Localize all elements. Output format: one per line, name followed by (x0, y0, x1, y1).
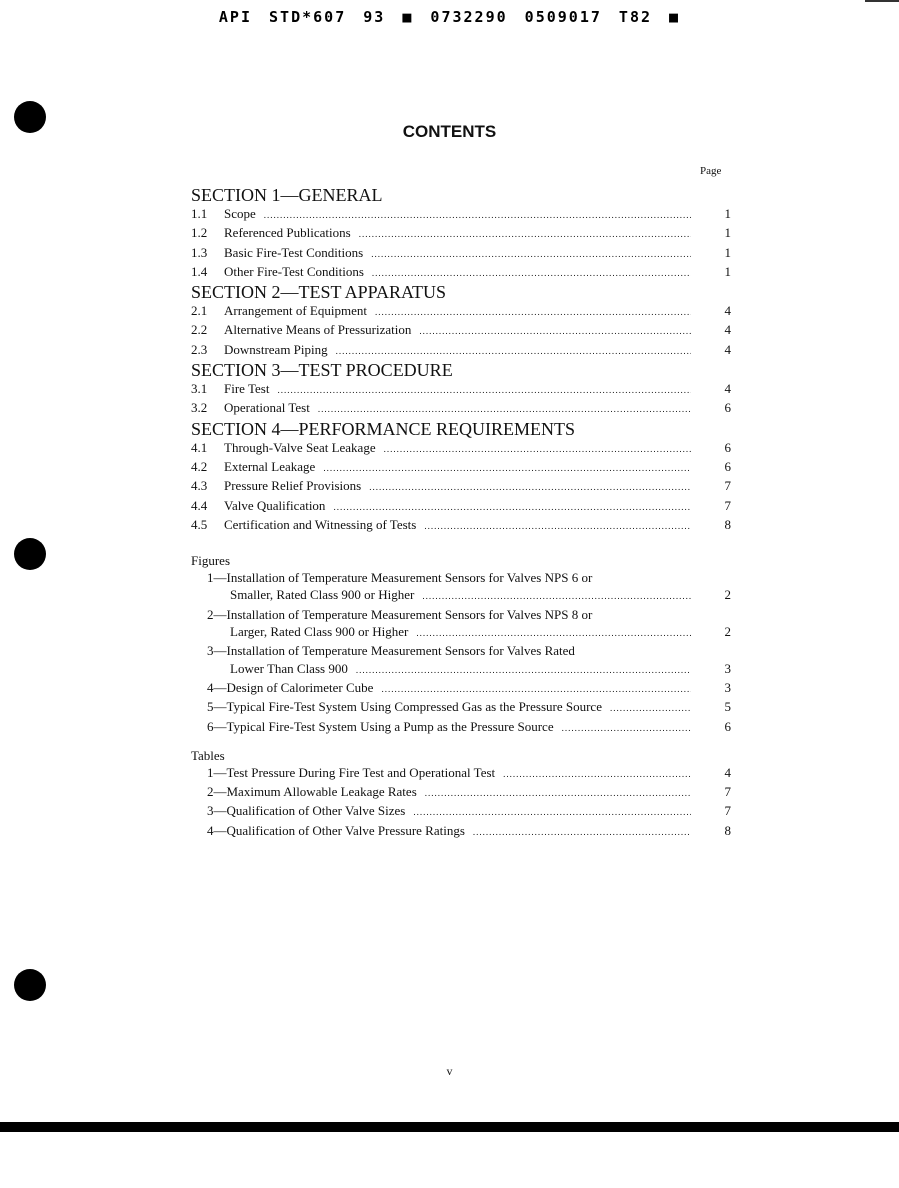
entry-number: 4.2 (191, 458, 208, 474)
figure-label-row (207, 623, 731, 642)
page-number: v (446, 1064, 453, 1078)
toc-entry[interactable] (191, 516, 731, 535)
table-of-contents (191, 185, 731, 841)
table-page: 7 (724, 784, 731, 800)
toc-entry[interactable] (191, 205, 731, 224)
entry-label: External Leakage (224, 458, 316, 474)
tables-list (191, 747, 731, 841)
entry-label: Fire Test (224, 381, 270, 397)
dot-leader (375, 304, 691, 321)
table-page: 4 (724, 764, 731, 780)
dot-leader (372, 265, 691, 282)
figure-entry[interactable] (207, 569, 731, 606)
table-label: 4—Qualification of Other Valve Pressure Ratings (207, 822, 465, 838)
toc-section (191, 282, 731, 360)
table-entry[interactable] (207, 783, 731, 802)
section-title: SECTION 4—PERFORMANCE REQUIREMENTS (191, 418, 576, 439)
dot-leader (371, 246, 691, 263)
figure-label-line1: 1—Installation of Temperature Measurement Sensors for Valves NPS 6 or (207, 570, 593, 586)
figure-page: 3 (724, 679, 731, 695)
corner-scan-line (865, 0, 899, 2)
figure-entry[interactable] (207, 642, 731, 679)
entry-number: 1.2 (191, 225, 208, 241)
dot-leader (422, 588, 691, 605)
entry-page: 6 (724, 400, 731, 416)
dot-leader (356, 662, 691, 679)
dot-leader (503, 766, 691, 783)
dot-leader (318, 401, 691, 418)
figure-label-row (207, 698, 731, 717)
toc-entry[interactable] (191, 224, 731, 243)
figure-label-row (207, 679, 731, 698)
entry-number: 4.1 (191, 439, 208, 455)
dot-leader (264, 207, 691, 224)
section-title: SECTION 2—TEST APPARATUS (191, 282, 447, 303)
table-label: 3—Qualification of Other Valve Sizes (207, 803, 406, 819)
figure-label: 5—Typical Fire-Test System Using Compressed Gas as the Pressure Source (207, 699, 602, 715)
entry-page: 1 (724, 225, 731, 241)
table-page: 8 (724, 822, 731, 838)
toc-section (191, 185, 731, 282)
page-column-label: Page (700, 165, 722, 177)
figure-page: 3 (724, 660, 731, 676)
figure-label: 6—Typical Fire-Test System Using a Pump as the Pressure Source (207, 718, 554, 734)
page-title: CONTENTS (402, 122, 497, 141)
toc-section (191, 360, 731, 419)
entry-label: Valve Qualification (224, 497, 326, 513)
figure-label-line2: Larger, Rated Class 900 or Higher (230, 624, 409, 640)
entry-page: 6 (724, 439, 731, 455)
toc-entry[interactable] (191, 399, 731, 418)
dot-leader (333, 499, 691, 516)
entry-number: 3.1 (191, 381, 208, 397)
binder-hole-icon (14, 538, 46, 570)
entry-number: 2.2 (191, 322, 208, 338)
figure-label-line1: 2—Installation of Temperature Measurement Sensors for Valves NPS 8 or (207, 606, 593, 622)
entry-number: 2.1 (191, 303, 208, 319)
dot-leader (359, 226, 691, 243)
toc-entry[interactable] (191, 458, 731, 477)
figure-entry[interactable] (207, 718, 731, 737)
figures-list (191, 552, 731, 737)
entry-label: Certification and Witnessing of Tests (224, 516, 417, 532)
entry-number: 4.5 (191, 516, 208, 532)
entry-page: 1 (724, 263, 731, 279)
figure-label-line2: Smaller, Rated Class 900 or Higher (230, 587, 415, 603)
section-title: SECTION 1—GENERAL (191, 185, 383, 205)
table-label: 1—Test Pressure During Fire Test and Operational Test (207, 764, 496, 780)
entry-label: Referenced Publications (224, 225, 351, 241)
entry-number: 4.4 (191, 497, 208, 513)
dot-leader (473, 824, 691, 841)
table-entry[interactable] (207, 764, 731, 783)
entry-label: Scope (224, 206, 256, 221)
entry-number: 1.4 (191, 263, 208, 279)
entry-label: Arrangement of Equipment (224, 303, 367, 319)
figure-label-row (207, 586, 731, 605)
figure-page: 6 (724, 718, 731, 734)
table-label-row (207, 822, 731, 841)
toc-entry[interactable] (191, 321, 731, 340)
figure-label-line2: Lower Than Class 900 (230, 660, 348, 676)
figure-page: 2 (724, 587, 731, 603)
toc-entry[interactable] (191, 263, 731, 282)
entry-label: Pressure Relief Provisions (224, 478, 362, 494)
figure-label-line1: 3—Installation of Temperature Measurement Sensors for Valves Rated (207, 643, 575, 659)
figure-entry[interactable] (207, 606, 731, 643)
figure-page: 2 (724, 624, 731, 640)
toc-entry[interactable] (191, 439, 731, 458)
table-entry[interactable] (207, 822, 731, 841)
entry-label: Alternative Means of Pressurization (224, 322, 412, 338)
entry-page: 8 (724, 516, 731, 532)
table-entry[interactable] (207, 802, 731, 821)
dot-leader (277, 382, 691, 399)
toc-section (191, 419, 731, 535)
dot-leader (610, 700, 691, 717)
entry-number: 2.3 (191, 341, 208, 357)
entry-page: 7 (724, 478, 731, 494)
entry-page: 1 (724, 206, 731, 221)
dot-leader (381, 681, 691, 698)
entry-number: 4.3 (191, 478, 208, 494)
dot-leader (416, 625, 691, 642)
toc-entry[interactable] (191, 244, 731, 263)
figure-page: 5 (724, 699, 731, 715)
dot-leader (425, 785, 691, 802)
toc-entry[interactable] (191, 302, 731, 321)
dot-leader (369, 479, 691, 496)
dot-leader (562, 720, 691, 737)
entry-page: 4 (724, 341, 731, 357)
entry-page: 4 (724, 303, 731, 319)
entry-label: Basic Fire-Test Conditions (224, 244, 364, 260)
table-label: 2—Maximum Allowable Leakage Rates (207, 784, 417, 800)
entry-label: Other Fire-Test Conditions (224, 263, 364, 279)
entry-label: Through-Valve Seat Leakage (224, 439, 376, 455)
dot-leader (419, 323, 691, 340)
table-label-row (207, 764, 731, 783)
figure-label-row (207, 718, 731, 737)
entry-page: 6 (724, 458, 731, 474)
figure-label: 4—Design of Calorimeter Cube (207, 679, 374, 695)
binder-hole-icon (14, 969, 46, 1001)
document-code-header: API STD*607 93 ■ 0732290 0509017 T82 ■ (218, 8, 681, 26)
entry-page: 4 (724, 381, 731, 397)
table-label-row (207, 802, 731, 821)
figures-heading: Figures (191, 553, 230, 569)
figure-label-row (207, 660, 731, 679)
dot-leader (413, 804, 691, 821)
entry-page: 4 (724, 322, 731, 338)
entry-page: 1 (724, 244, 731, 260)
entry-page: 7 (724, 497, 731, 513)
scan-bottom-bar (0, 1122, 899, 1132)
entry-number: 3.2 (191, 400, 208, 416)
toc-entry[interactable] (191, 477, 731, 496)
section-title: SECTION 3—TEST PROCEDURE (191, 360, 453, 381)
dot-leader (336, 343, 691, 360)
figure-entry[interactable] (207, 698, 731, 717)
table-page: 7 (724, 803, 731, 819)
toc-entry[interactable] (191, 341, 731, 360)
toc-entry[interactable] (191, 380, 731, 399)
dot-leader (323, 460, 691, 477)
dot-leader (424, 518, 691, 535)
entry-number: 1.3 (191, 244, 208, 260)
entry-label: Downstream Piping (224, 341, 328, 357)
table-label-row (207, 783, 731, 802)
figure-entry[interactable] (207, 679, 731, 698)
entry-label: Operational Test (224, 400, 310, 416)
tables-heading: Tables (191, 747, 225, 763)
toc-entry[interactable] (191, 497, 731, 516)
dot-leader (384, 441, 691, 458)
entry-number: 1.1 (191, 206, 208, 221)
